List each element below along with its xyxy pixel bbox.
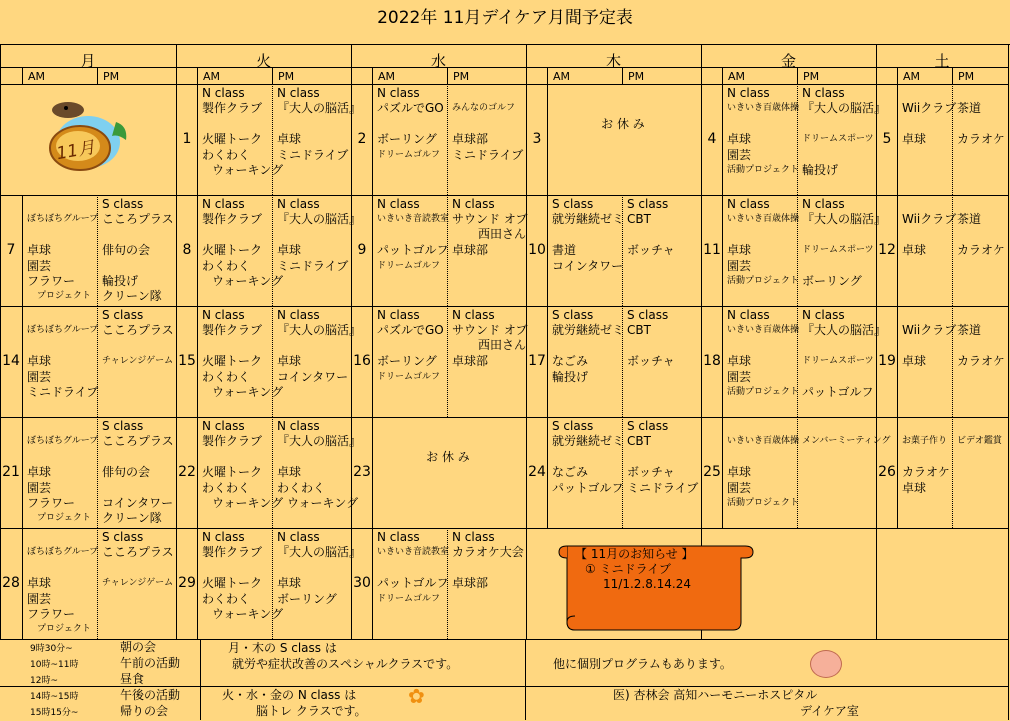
day-number: 19 xyxy=(878,353,896,369)
activity-a2: 製作クラブ xyxy=(202,323,263,337)
activity-b3: ドリームスポーツ xyxy=(802,245,874,255)
am-pm-divider xyxy=(272,306,273,417)
activity-a3: 卓球 xyxy=(727,465,752,479)
activity-a3: 卓球 xyxy=(27,243,52,257)
activity-b2: CBT xyxy=(627,434,651,448)
activity-b1: N class xyxy=(452,530,495,544)
note-s-class-2: 就労や症状改善のスペシャルクラスです。 xyxy=(232,657,459,671)
activity-b1: N class xyxy=(277,86,320,100)
am-label: AM xyxy=(728,70,746,83)
activity-a3: 卓球 xyxy=(727,243,752,257)
activity-b3: 卓球部 xyxy=(452,354,489,368)
activity-a3: 火曜トーク xyxy=(202,243,263,257)
note-n-class-1: 火・水・金の N class は xyxy=(222,688,357,702)
pm-divider xyxy=(797,67,798,84)
activity-a2: ぼちぼちグループ xyxy=(27,436,99,446)
day-number: 21 xyxy=(2,464,20,480)
activity-a3: 卓球 xyxy=(27,576,52,590)
activity-a2: 製作クラブ xyxy=(202,434,263,448)
activity-b2: サウンド オブ xyxy=(452,323,528,337)
day-number: 30 xyxy=(353,575,371,591)
am-divider xyxy=(197,67,198,84)
day-num-divider xyxy=(22,195,23,306)
am-pm-divider xyxy=(952,417,953,528)
am-pm-divider xyxy=(447,306,448,417)
activity-a2: いきいき音読教室 xyxy=(377,547,450,557)
activity-a1: N class xyxy=(202,308,245,322)
activity-a1: N class xyxy=(377,530,420,544)
activity-b3: 卓球部 xyxy=(452,132,489,146)
activity-a3: 卓球 xyxy=(902,243,927,257)
day-number: 25 xyxy=(703,464,721,480)
day-header-sat: 土 xyxy=(934,52,950,70)
am-divider xyxy=(547,67,548,84)
activity-a1: N class xyxy=(727,308,770,322)
activity-a5: ウォーキング xyxy=(212,163,284,177)
activity-a3: パットゴルフ xyxy=(377,243,449,257)
activity-a1: N class xyxy=(377,86,420,100)
activity-b2: 『大人の脳活』 xyxy=(802,212,887,226)
activity-b5: 輪投げ xyxy=(802,163,839,177)
activity-a4: ドリームゴルフ xyxy=(377,372,441,382)
day-number: 11 xyxy=(703,242,721,258)
day-num-divider xyxy=(22,306,23,417)
activity-b2: 茶道 xyxy=(957,101,982,115)
month-logo xyxy=(30,92,140,184)
day-number: 14 xyxy=(2,353,20,369)
col-divider xyxy=(0,44,1,639)
day-number: 2 xyxy=(357,131,367,147)
activity-a4: 園芸 xyxy=(727,148,752,162)
activity-a2: 製作クラブ xyxy=(202,545,263,559)
activity-b1: S class xyxy=(627,308,669,322)
am-label: AM xyxy=(203,70,221,83)
day-number: 16 xyxy=(353,353,371,369)
activity-b3: カラオケ xyxy=(957,354,1005,368)
pm-label: PM xyxy=(278,70,295,83)
activity-a3: 卓球 xyxy=(902,354,927,368)
activity-a1: N class xyxy=(202,419,245,433)
activity-b2: 『大人の脳活』 xyxy=(277,323,362,337)
activity-a5: フラワー xyxy=(27,607,76,621)
activity-a4: わくわく xyxy=(202,148,251,162)
day-number: 10 xyxy=(528,242,546,258)
activity-b2: 『大人の脳活』 xyxy=(277,101,362,115)
activity-a1: S class xyxy=(552,197,594,211)
schedule-time: 9時30分~ xyxy=(30,644,73,654)
activity-b2: こころプラス xyxy=(102,212,174,226)
activity-b2-sub: 西田さん xyxy=(478,227,527,241)
activity-a5: 活動プロジェクト xyxy=(727,276,799,286)
activity-a3: 卓球 xyxy=(727,132,752,146)
activity-a4: パットゴルフ xyxy=(552,481,624,495)
activity-a4: 園芸 xyxy=(727,481,752,495)
activity-a3: 卓球 xyxy=(902,132,927,146)
activity-a1: N class xyxy=(202,197,245,211)
schedule-time: 10時~11時 xyxy=(30,660,79,670)
col-divider xyxy=(1008,44,1009,639)
activity-b1: N class xyxy=(277,419,320,433)
activity-a5: フラワー xyxy=(27,274,76,288)
activity-a2: いきいき音読教室 xyxy=(377,214,450,224)
activity-a3: カラオケ xyxy=(902,465,950,479)
activity-b3: 卓球部 xyxy=(452,243,489,257)
pm-label: PM xyxy=(628,70,645,83)
activity-a3: 火曜トーク xyxy=(202,354,263,368)
activity-b1: N class xyxy=(802,86,845,100)
row-divider xyxy=(0,84,1008,85)
activity-a3: 卓球 xyxy=(27,354,52,368)
activity-b3: 卓球 xyxy=(277,576,302,590)
activity-b2: メンバーミーティング xyxy=(802,436,891,446)
activity-a3: パットゴルフ xyxy=(377,576,449,590)
activity-b2: サウンド オブ xyxy=(452,212,528,226)
row-divider xyxy=(0,306,1008,307)
pm-divider xyxy=(272,67,273,84)
activity-b2: 『大人の脳活』 xyxy=(277,545,362,559)
activity-b3: 俳句の会 xyxy=(102,465,151,479)
activity-a2: ぼちぼちグループ xyxy=(27,214,99,224)
closed-label: お 休 み xyxy=(601,117,645,131)
activity-b6: クリーン隊 xyxy=(102,289,162,303)
activity-b3: ボッチャ xyxy=(627,465,675,479)
pm-divider xyxy=(447,67,448,84)
activity-a3: 卓球 xyxy=(27,465,52,479)
activity-b3: カラオケ xyxy=(957,132,1005,146)
day-number: 18 xyxy=(703,353,721,369)
activity-a3: ボーリング xyxy=(377,132,437,146)
day-number: 9 xyxy=(357,242,367,258)
note-s-class-1: 月・木の S class は xyxy=(228,641,337,655)
activity-a3: 火曜トーク xyxy=(202,132,263,146)
footer-col-divider xyxy=(200,639,201,720)
activity-b2: 『大人の脳活』 xyxy=(277,434,362,448)
row-divider xyxy=(0,67,1008,68)
activity-a1: S class xyxy=(552,308,594,322)
day-number: 12 xyxy=(878,242,896,258)
activity-b2: カラオケ大会 xyxy=(452,545,524,559)
day-num-divider xyxy=(22,417,23,528)
activity-a6: プロジェクト xyxy=(37,513,91,523)
schedule-label: 午前の活動 xyxy=(120,656,181,670)
day-number: 22 xyxy=(178,464,196,480)
day-number: 17 xyxy=(528,353,546,369)
activity-a3: ボーリング xyxy=(377,354,437,368)
activity-b3: ドリームスポーツ xyxy=(802,134,874,144)
activity-b1: S class xyxy=(102,197,144,211)
activity-a3: 卓球 xyxy=(727,354,752,368)
activity-a1: N class xyxy=(377,197,420,211)
schedule-label: 昼食 xyxy=(120,672,145,686)
activity-a2: Wiiクラブ xyxy=(902,101,957,115)
activity-b5: コインタワー xyxy=(102,496,174,510)
activity-a5: 活動プロジェクト xyxy=(727,165,799,175)
activity-b4: ミニドライブ xyxy=(277,259,349,273)
activity-b4: ミニドライブ xyxy=(452,148,524,162)
activity-a4: ドリームゴルフ xyxy=(377,594,441,604)
schedule-label: 朝の会 xyxy=(120,640,157,654)
activity-b3: 卓球 xyxy=(277,354,302,368)
pm-divider xyxy=(97,67,98,84)
notice-line2: 11/1.2.8.14.24 xyxy=(603,577,692,591)
activity-b3: カラオケ xyxy=(957,243,1005,257)
am-divider xyxy=(722,67,723,84)
activity-b3: ドリームスポーツ xyxy=(802,356,874,366)
activity-b4: ミニドライブ xyxy=(627,481,699,495)
activity-b4: コインタワー xyxy=(277,370,349,384)
activity-a4: 卓球 xyxy=(902,481,927,495)
activity-b2: CBT xyxy=(627,323,651,337)
activity-b5: 輪投げ xyxy=(102,274,139,288)
day-number: 3 xyxy=(532,131,542,147)
activity-a2: いきいき百歳体操 xyxy=(727,103,800,113)
activity-b2: 『大人の脳活』 xyxy=(802,323,887,337)
activity-a3: 火曜トーク xyxy=(202,465,263,479)
schedule-time: 15時15分~ xyxy=(30,708,79,718)
activity-a5: 活動プロジェクト xyxy=(727,498,799,508)
activity-a4: わくわく xyxy=(202,592,251,606)
day-number: 4 xyxy=(707,131,717,147)
activity-a5: ウォーキング xyxy=(212,607,284,621)
activity-b3: 卓球 xyxy=(277,132,302,146)
activity-a1: N class xyxy=(202,86,245,100)
day-header-thu: 木 xyxy=(605,52,621,70)
activity-a6: プロジェクト xyxy=(37,624,91,634)
am-label: AM xyxy=(903,70,921,83)
activity-b1: N class xyxy=(802,308,845,322)
activity-b4: わくわく xyxy=(277,481,326,495)
activity-a1: S class xyxy=(552,419,594,433)
am-pm-divider xyxy=(272,84,273,195)
activity-a6: プロジェクト xyxy=(37,291,91,301)
am-pm-divider xyxy=(447,84,448,195)
day-number: 15 xyxy=(178,353,196,369)
notice-area-border xyxy=(526,528,1008,529)
am-label: AM xyxy=(553,70,571,83)
activity-b2-sub: 西田さん xyxy=(478,338,527,352)
activity-b3: ボッチャ xyxy=(627,243,675,257)
activity-a5: フラワー xyxy=(27,496,76,510)
am-pm-divider xyxy=(272,528,273,639)
activity-b4: ミニドライブ xyxy=(277,148,349,162)
activity-a4: コインタワー xyxy=(552,259,624,273)
department-name: デイケア室 xyxy=(800,704,859,718)
activity-a4: 園芸 xyxy=(727,370,752,384)
activity-b3: チャレンジゲーム xyxy=(102,578,174,588)
day-number: 26 xyxy=(878,464,896,480)
activity-a3: なごみ xyxy=(552,354,589,368)
activity-a1: N class xyxy=(727,197,770,211)
schedule-time: 12時~ xyxy=(30,676,58,686)
footer-col-divider xyxy=(1008,639,1009,720)
activity-b2: みんなのゴルフ xyxy=(452,103,516,113)
day-number: 8 xyxy=(182,242,192,258)
activity-b5: ウォーキング xyxy=(287,496,359,510)
activity-b2: こころプラス xyxy=(102,545,174,559)
activity-b2: 『大人の脳活』 xyxy=(277,212,362,226)
activity-a2: パズルでGO xyxy=(377,323,444,337)
day-number: 28 xyxy=(2,575,20,591)
day-header-tue: 火 xyxy=(255,52,271,70)
pm-label: PM xyxy=(103,70,120,83)
day-number: 24 xyxy=(528,464,546,480)
activity-b3: 卓球 xyxy=(277,243,302,257)
activity-a4: 園芸 xyxy=(727,259,752,273)
activity-a2: いきいき百歳体操 xyxy=(727,214,800,224)
day-number: 7 xyxy=(6,242,16,258)
activity-b2: CBT xyxy=(627,212,651,226)
activity-b1: S class xyxy=(627,419,669,433)
am-divider xyxy=(22,67,23,84)
activity-a2: 就労継続ゼミ xyxy=(552,434,625,448)
activity-a2: いきいき百歳体操 xyxy=(727,436,800,446)
activity-a2: 製作クラブ xyxy=(202,101,263,115)
day-header-fri: 金 xyxy=(780,52,796,70)
day-num-divider xyxy=(22,528,23,639)
activity-a2: Wiiクラブ xyxy=(902,323,957,337)
other-programs-note: 他に個別プログラムもあります。 xyxy=(553,657,732,671)
activity-a2: Wiiクラブ xyxy=(902,212,957,226)
activity-a4: ドリームゴルフ xyxy=(377,261,441,271)
activity-a4: 園芸 xyxy=(27,370,52,384)
activity-b2: 茶道 xyxy=(957,212,982,226)
footer-col-divider xyxy=(525,639,526,720)
activity-b3: ボッチャ xyxy=(627,354,675,368)
activity-b1: N class xyxy=(802,197,845,211)
activity-b2: 『大人の脳活』 xyxy=(802,101,887,115)
activity-a4: 輪投げ xyxy=(552,370,589,384)
activity-b3: 俳句の会 xyxy=(102,243,151,257)
notice-title: 【 11月のお知らせ 】 xyxy=(575,547,694,561)
activity-a2: ぼちぼちグループ xyxy=(27,547,99,557)
am-divider xyxy=(897,67,898,84)
activity-a4: ドリームゴルフ xyxy=(377,150,441,160)
activity-b1: N class xyxy=(452,197,495,211)
schedule-label: 帰りの会 xyxy=(120,704,169,718)
activity-a4: 園芸 xyxy=(27,259,52,273)
notice-scroll xyxy=(555,542,755,632)
activity-a1: N class xyxy=(727,86,770,100)
activity-b1: N class xyxy=(277,197,320,211)
activity-a2: 製作クラブ xyxy=(202,212,263,226)
activity-b3: 卓球 xyxy=(277,465,302,479)
activity-b1: N class xyxy=(277,308,320,322)
activity-a5: ミニドライブ xyxy=(27,385,99,399)
activity-a5: ウォーキング xyxy=(212,385,284,399)
am-divider xyxy=(372,67,373,84)
activity-b1: S class xyxy=(102,419,144,433)
day-number: 1 xyxy=(182,131,192,147)
activity-a3: なごみ xyxy=(552,465,589,479)
am-label: AM xyxy=(378,70,396,83)
pm-label: PM xyxy=(803,70,820,83)
activity-a4: わくわく xyxy=(202,259,251,273)
activity-a2: パズルでGO xyxy=(377,101,444,115)
am-pm-divider xyxy=(272,195,273,306)
activity-b2: ビデオ鑑賞 xyxy=(957,436,1002,446)
activity-b3: チャレンジゲーム xyxy=(102,356,174,366)
activity-a5: 活動プロジェクト xyxy=(727,387,799,397)
schedule-label: 午後の活動 xyxy=(120,688,181,702)
activity-b1: N class xyxy=(452,308,495,322)
organization-name: 医) 杏林会 高知ハーモニーホスピタル xyxy=(613,688,818,702)
activity-b2: こころプラス xyxy=(102,434,174,448)
butterfly-icon: ✿ xyxy=(408,684,425,708)
activity-a3: 火曜トーク xyxy=(202,576,263,590)
closed-label: お 休 み xyxy=(426,450,470,464)
day-header-wed: 水 xyxy=(430,52,446,70)
day-number: 23 xyxy=(353,464,371,480)
pm-label: PM xyxy=(958,70,975,83)
activity-a3: 書道 xyxy=(552,243,577,257)
am-pm-divider xyxy=(272,417,273,528)
activity-b5: ボーリング xyxy=(802,274,862,288)
am-label: AM xyxy=(28,70,46,83)
day-number: 29 xyxy=(178,575,196,591)
activity-b1: S class xyxy=(627,197,669,211)
row-divider xyxy=(0,195,1008,196)
day-header-mon: 月 xyxy=(80,52,96,70)
activity-b1: N class xyxy=(277,530,320,544)
activity-a1: N class xyxy=(202,530,245,544)
activity-b5: パットゴルフ xyxy=(802,385,874,399)
pm-divider xyxy=(952,67,953,84)
activity-a4: わくわく xyxy=(202,370,251,384)
activity-a4: わくわく xyxy=(202,481,251,495)
pm-divider xyxy=(622,67,623,84)
activity-b3: 卓球部 xyxy=(452,576,489,590)
activity-a1: N class xyxy=(377,308,420,322)
note-n-class-2: 脳トレ クラスです。 xyxy=(256,704,367,718)
activity-b6: クリーン隊 xyxy=(102,511,162,525)
activity-b1: S class xyxy=(102,308,144,322)
activity-a2: ぼちぼちグループ xyxy=(27,325,99,335)
page-title: 2022年 11月デイケア月間予定表 xyxy=(0,0,1010,45)
activity-b4: ボーリング xyxy=(277,592,337,606)
row-divider xyxy=(0,417,1008,418)
day-number: 5 xyxy=(882,131,892,147)
activity-a2: いきいき百歳体操 xyxy=(727,325,800,335)
schedule-time: 14時~15時 xyxy=(30,692,79,702)
activity-b2: こころプラス xyxy=(102,323,174,337)
activity-b1: S class xyxy=(102,530,144,544)
activity-a2: お菓子作り xyxy=(902,436,948,446)
activity-a4: 園芸 xyxy=(27,592,52,606)
activity-a2: 就労継続ゼミ xyxy=(552,212,625,226)
logo-label: 11月 xyxy=(54,137,97,165)
activity-a4: 園芸 xyxy=(27,481,52,495)
face-icon xyxy=(810,650,842,678)
activity-a5: ウォーキング xyxy=(212,274,284,288)
notice-line1: ① ミニドライブ xyxy=(585,562,671,576)
activity-a2: 就労継続ゼミ xyxy=(552,323,625,337)
pm-label: PM xyxy=(453,70,470,83)
activity-b2: 茶道 xyxy=(957,323,982,337)
activity-a5: ウォーキング xyxy=(212,496,284,510)
